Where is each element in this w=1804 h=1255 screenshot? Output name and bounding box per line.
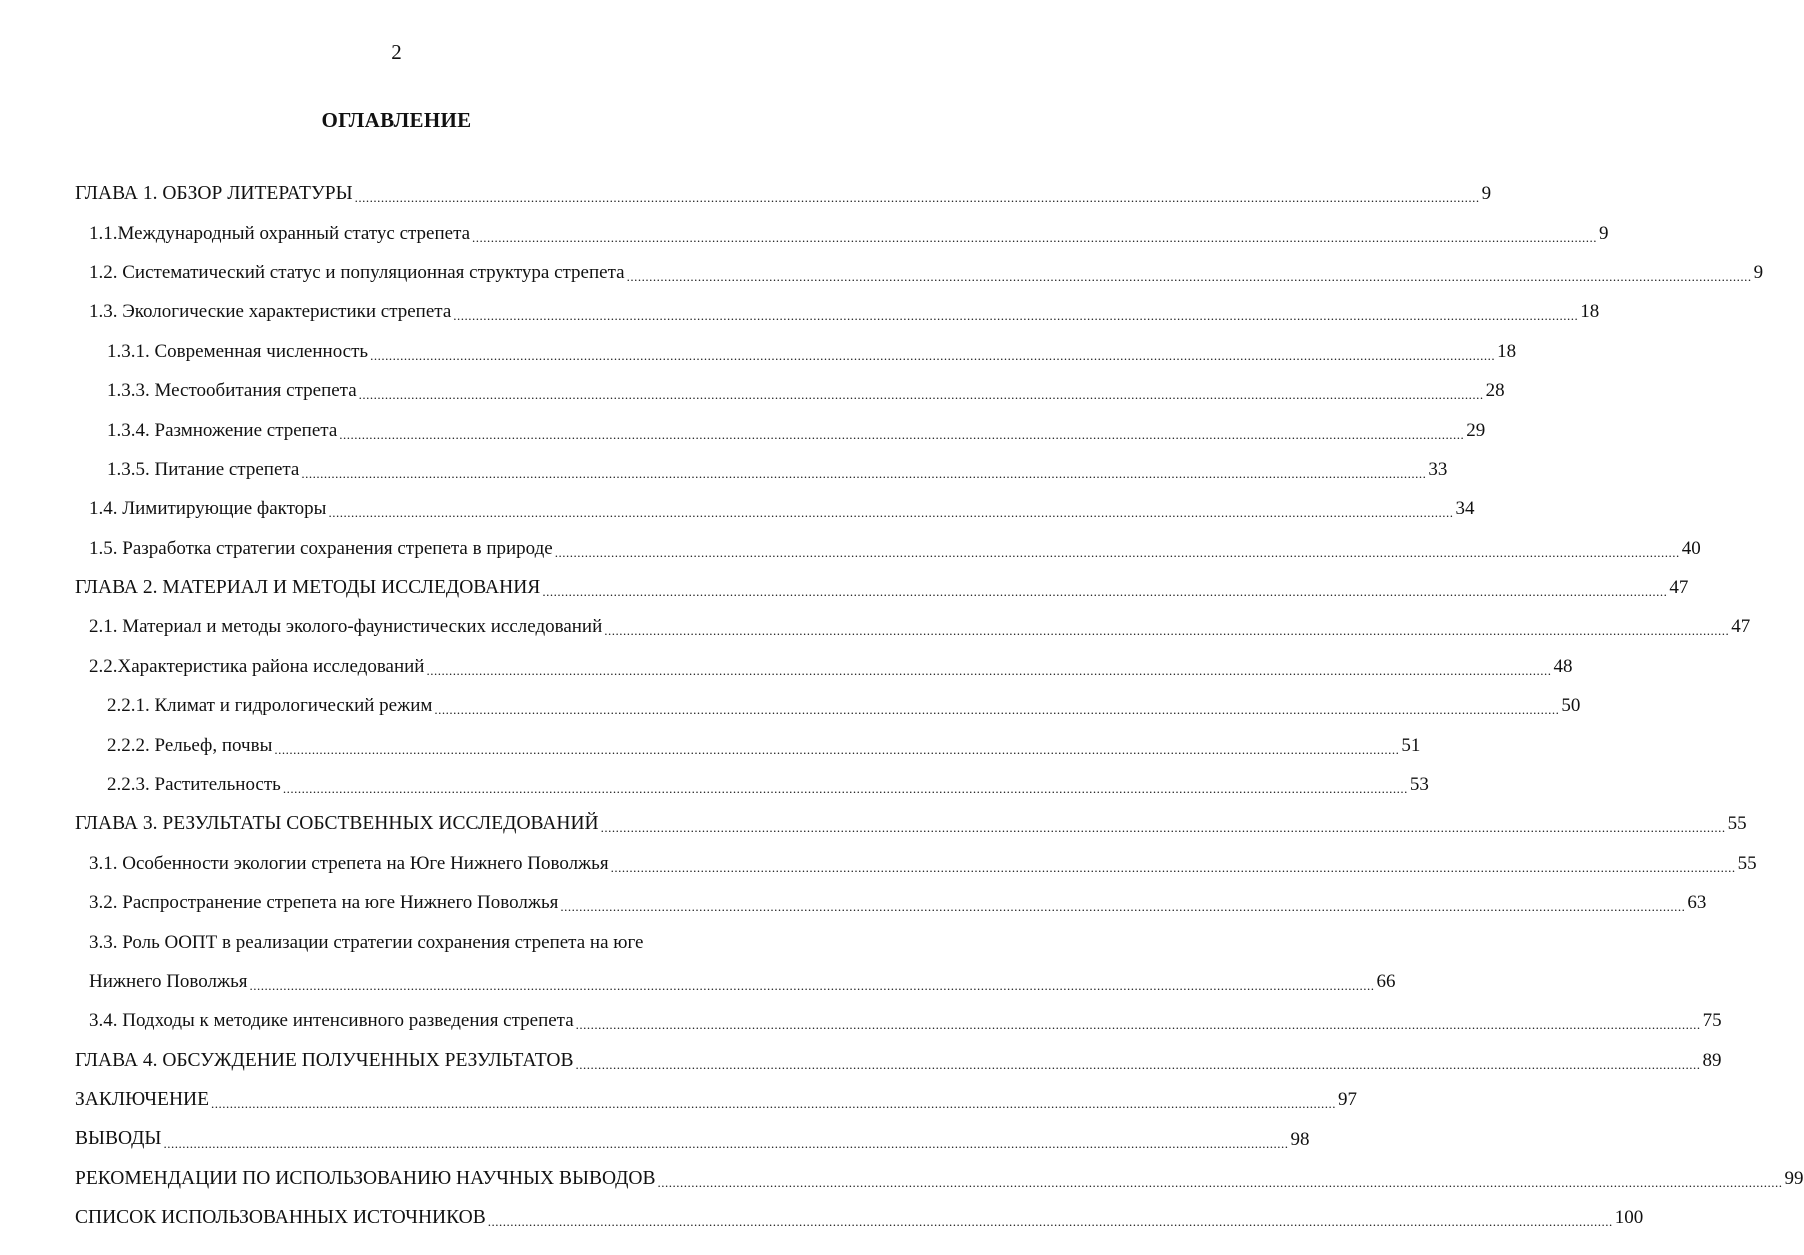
dot-leader: ............................................................................................................................................................................................................................................................................................................ [453,308,1579,324]
toc-entry-text: ЗАКЛЮЧЕНИЕ [75,1088,210,1110]
dot-leader: ............................................................................................................................................................................................................................................................................................................ [626,268,1752,284]
toc-entry-page: 55 [1727,813,1747,835]
toc-entry-text: 1.1.Международный охранный статус стрепета [89,222,471,244]
toc-entry-page: 97 [1338,1089,1358,1111]
dot-leader: ............................................................................................................................................................................................................................................................................................................ [339,426,1465,442]
dot-leader: ............................................................................................................................................................................................................................................................................................................ [657,1174,1783,1190]
toc-entry-text: 3.3. Роль ООПТ в реализации стратегии сохранения стрепета на юге [89,931,644,953]
toc-entry-text: 1.2. Систематический статус и популяционная структура стрепета [89,261,625,283]
dot-leader: ............................................................................................................................................................................................................................................................................................................ [426,662,1552,678]
toc-entry-page: 98 [1290,1128,1310,1150]
toc-entry[interactable] [0,213,1609,252]
toc-entry[interactable] [0,1119,1310,1158]
toc-entry-text: 2.2.2. Рельеф, почвы [107,734,273,756]
dot-leader: ............................................................................................................................................................................................................................................................................................................ [301,465,1427,481]
toc-entry[interactable] [0,489,1475,528]
toc-entry[interactable] [0,922,826,961]
toc-entry-page: 18 [1497,340,1517,362]
dot-leader: ............................................................................................................................................................................................................................................................................................................ [575,1017,1701,1033]
toc-entry[interactable] [0,568,1689,607]
toc-entry-page: 55 [1737,852,1757,874]
toc-entry-text: Нижнего Поволжья [89,971,248,992]
dot-leader: ............................................................................................................................................................................................................................................................................................................ [274,741,1400,757]
toc-entry[interactable] [0,844,1757,883]
toc-entry[interactable] [0,647,1573,686]
toc-entry-text: 1.3.1. Современная численность [107,340,369,362]
dot-leader: ............................................................................................................................................................................................................................................................................................................ [554,544,1680,560]
toc-entry-text: 1.3. Экологические характеристики стрепета [89,301,452,323]
toc-entry[interactable] [0,1080,1358,1119]
dot-leader: ............................................................................................................................................................................................................................................................................................................ [472,229,1598,245]
toc-entry[interactable] [0,1001,1722,1040]
toc-entry-page: 9 [1753,261,1764,283]
dot-leader: ............................................................................................................................................................................................................................................................................................................ [354,190,1480,206]
table-of-contents [0,174,1804,1238]
toc-entry[interactable] [0,804,1747,843]
toc-entry-text: ВЫВОДЫ [75,1128,162,1150]
toc-entry[interactable] [0,725,1421,764]
toc-entry-text: 2.2.Характеристика района исследований [89,655,425,677]
toc-entry[interactable] [0,686,1581,725]
toc-entry-page: 51 [1401,734,1421,756]
toc-entry[interactable] [0,332,1517,371]
toc-entry-text: 1.3.5. Питание стрепета [107,458,300,480]
toc-entry[interactable] [0,883,1707,922]
toc-entry-page: 28 [1485,380,1505,402]
toc-title: ОГЛАВЛЕНИЕ [321,108,472,132]
dot-leader: ............................................................................................................................................................................................................................................................................................................ [604,623,1730,639]
dot-leader: ............................................................................................................................................................................................................................................................................................................ [487,1214,1613,1230]
dot-leader: ............................................................................................................................................................................................................................................................................................................ [358,387,1484,403]
toc-entry-text: 3.4. Подходы к методике интенсивного разведения стрепета [89,1010,574,1032]
toc-entry-page: 9 [1481,183,1492,205]
toc-entry-text: 1.5. Разработка стратегии сохранения стрепета в природе [89,537,553,559]
toc-entry[interactable] [0,962,1396,1001]
toc-entry-page: 63 [1687,892,1707,914]
toc-entry-page: 53 [1409,774,1429,796]
dot-leader: ............................................................................................................................................................................................................................................................................................................ [163,1135,1289,1151]
dot-leader: ............................................................................................................................................................................................................................................................................................................ [211,1096,1337,1112]
dot-leader: ............................................................................................................................................................................................................................................................................................................ [575,1056,1701,1072]
toc-entry-page: 18 [1580,301,1600,323]
toc-entry-text: 2.2.3. Растительность [107,774,281,796]
toc-entry-page: 29 [1466,419,1486,441]
toc-entry[interactable] [0,450,1448,489]
dot-leader: ............................................................................................................................................................................................................................................................................................................ [600,820,1726,836]
dot-leader: ............................................................................................................................................................................................................................................................................................................ [282,781,1408,797]
toc-entry[interactable] [0,174,1492,213]
toc-entry-text: ГЛАВА 3. РЕЗУЛЬТАТЫ СОБСТВЕННЫХ ИССЛЕДОВАНИЙ [75,813,599,835]
toc-entry[interactable] [0,765,1429,804]
dot-leader: ............................................................................................................................................................................................................................................................................................................ [328,505,1454,521]
toc-entry[interactable] [0,529,1701,568]
dot-leader: ............................................................................................................................................................................................................................................................................................................ [610,859,1736,875]
toc-entry-page: 33 [1428,458,1448,480]
dot-leader: ............................................................................................................................................................................................................................................................................................................ [370,347,1496,363]
toc-entry-text: РЕКОМЕНДАЦИИ ПО ИСПОЛЬЗОВАНИЮ НАУЧНЫХ ВЫВОДОВ [75,1167,656,1189]
toc-entry-page: 34 [1455,498,1475,520]
dot-leader: ............................................................................................................................................................................................................................................................................................................ [434,702,1560,718]
toc-entry-text: 1.3.4. Размножение стрепета [107,419,338,441]
toc-entry-text: 1.4. Лимитирующие факторы [89,498,327,520]
dot-leader: ............................................................................................................................................................................................................................................................................................................ [249,978,1375,993]
toc-entry-page: 9 [1599,222,1609,244]
toc-entry-text: 1.3.3. Местообитания стрепета [107,380,357,402]
toc-entry-text: СПИСОК ИСПОЛЬЗОВАННЫХ ИСТОЧНИКОВ [75,1207,486,1229]
toc-entry[interactable] [0,1159,1804,1198]
toc-entry-text: ГЛАВА 1. ОБЗОР ЛИТЕРАТУРЫ [75,182,353,204]
toc-entry[interactable] [0,410,1486,449]
toc-entry[interactable] [0,292,1600,331]
toc-entry[interactable] [0,607,1751,646]
toc-entry-page: 48 [1553,655,1573,677]
toc-entry-text: 3.1. Особенности экологии стрепета на Юге Нижнего Поволжья [89,852,609,874]
toc-entry-page: 47 [1731,616,1751,638]
toc-entry-page: 99 [1784,1167,1804,1189]
page-number: 2 [391,40,402,64]
toc-entry-text: 2.1. Материал и методы эколого-фаунистических исследований [89,616,603,638]
toc-entry[interactable] [0,1041,1722,1080]
toc-entry-text: ГЛАВА 4. ОБСУЖДЕНИЕ ПОЛУЧЕННЫХ РЕЗУЛЬТАТОВ [75,1049,574,1071]
dot-leader: ............................................................................................................................................................................................................................................................................................................ [560,899,1686,915]
toc-entry-text: ГЛАВА 2. МАТЕРИАЛ И МЕТОДЫ ИССЛЕДОВАНИЯ [75,576,541,598]
toc-entry-page: 50 [1561,695,1581,717]
toc-entry-text: 3.2. Распространение стрепета на юге Нижнего Поволжья [89,892,559,914]
toc-entry-text: 2.2.1. Климат и гидрологический режим [107,695,433,717]
toc-entry-page: 66 [1376,971,1396,992]
dot-leader: ............................................................................................................................................................................................................................................................................................................ [542,584,1668,600]
toc-entry[interactable] [0,253,1764,292]
toc-entry-page: 47 [1669,577,1689,599]
toc-entry-page: 100 [1614,1207,1644,1229]
toc-entry[interactable] [0,1198,1644,1237]
toc-entry[interactable] [0,371,1505,410]
toc-entry-page: 40 [1681,537,1701,559]
toc-entry-page: 89 [1702,1049,1722,1071]
toc-entry-page: 75 [1702,1010,1722,1032]
